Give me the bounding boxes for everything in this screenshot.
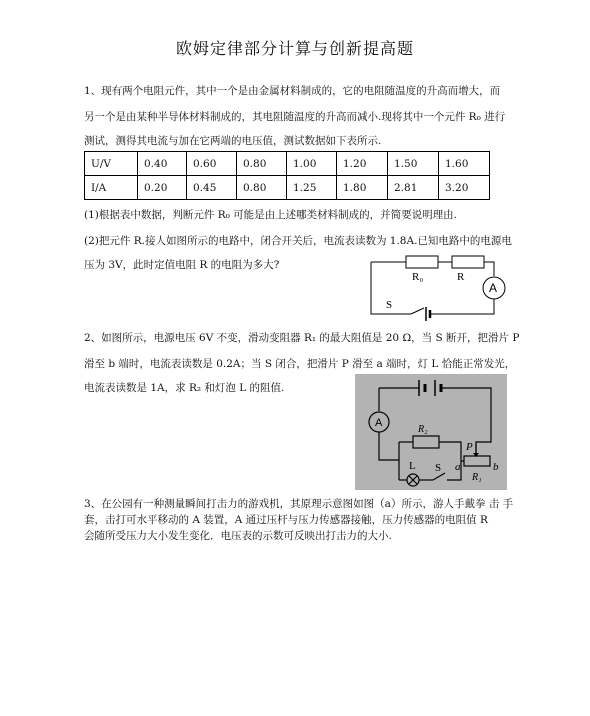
table-cell: 1.20 [337, 152, 388, 176]
page-title: 欧姆定律部分计算与创新提高题 [175, 39, 414, 58]
ammeter-label: A [489, 281, 498, 295]
q2-line-3: 电流表读数是 1A，求 R₂ 和灯泡 L 的阻值. [84, 382, 285, 394]
resistor-r0 [406, 256, 438, 268]
table-cell: 1.25 [287, 176, 337, 200]
q1-sub-2-line-2: 压为 3V，此时定值电阻 R 的电阻为多大? [84, 259, 280, 271]
table-cell: 2.81 [388, 176, 439, 200]
table-cell: 0.60 [187, 152, 237, 176]
r2-label: R₂ [418, 424, 428, 435]
q3-line-3: 会随所受压力大小发生变化．电压表的示数可反映出打击力的大小. [84, 530, 392, 542]
table-row [85, 152, 490, 176]
r-label: R [457, 271, 465, 283]
resistor-r [452, 256, 484, 268]
p-label: P [466, 441, 473, 453]
table-cell: 1.80 [337, 176, 388, 200]
table-cell: 0.45 [187, 176, 237, 200]
table-cell: 0.80 [237, 176, 287, 200]
table-cell: U/V [85, 152, 138, 176]
switch-icon [411, 308, 424, 314]
table-cell: 3.20 [439, 176, 490, 200]
table-cell: 1.00 [287, 152, 337, 176]
lamp-label: L [409, 460, 416, 472]
q1-sub-2-line-1: (2)把元件 R.接人如图所示的电路中，闭合开关后，电流表读数为 1.8A.已知电路中的电源电 [84, 235, 512, 247]
measurement-table [84, 151, 490, 200]
q2-line-1: 2、如图所示，电源电压 6V 不变，滑动变阻器 R₁ 的最大阻值是 20 Ω，当 S 断开，把滑片 P [84, 332, 520, 344]
circuit-diagram-1 [364, 248, 514, 326]
ammeter-label: A [375, 417, 383, 429]
switch-icon [433, 473, 445, 480]
table-cell: I/A [85, 176, 138, 200]
q1-sub-1: (1)根据表中数据，判断元件 R₀ 可能是由上述哪类材料制成的，并简要说明理由. [84, 209, 457, 221]
resistor-r2 [413, 436, 439, 448]
r1-label: R₁ [472, 472, 482, 483]
q1-line-1: 1、现有两个电阻元件，其中一个是由金属材料制成的，它的电阻随温度的升高而增大，而 [84, 85, 501, 97]
a-end-label: a [455, 461, 461, 473]
r0-label: R₀ [412, 271, 424, 283]
table-cell: 0.20 [138, 176, 187, 200]
q3-line-1: 3、在公园有一种测量瞬间打击力的游戏机，其原理示意图如图（a）所示，游人手戴拳 击 手 [84, 498, 514, 510]
table-cell: 0.80 [237, 152, 287, 176]
switch-label: S [386, 299, 393, 311]
q3-line-2: 套，击打可水平移动的 A 装置，A 通过压杆与压力传感器接触，压力传感器的电阻值 R [84, 514, 488, 526]
table-cell: 1.60 [439, 152, 490, 176]
q1-line-2: 另一个是由某种半导体材料制成的，其电阻随温度的升高而减小.现将其中一个元件 R₀ 进行 [84, 111, 506, 123]
table-cell: 0.40 [138, 152, 187, 176]
q2-line-2: 滑至 b 端时，电流表读数是 0.2A；当 S 闭合，把滑片 P 滑至 a 端时，灯 L 恰能正常发光， [84, 358, 516, 370]
circuit-diagram-2 [355, 374, 507, 490]
table-cell: 1.50 [388, 152, 439, 176]
rheostat-r1 [464, 456, 490, 466]
q1-line-3: 测试，测得其电流与加在它两端的电压值，测试数据如下表所示. [84, 135, 382, 147]
b-end-label: b [493, 461, 499, 473]
table-row [85, 176, 490, 200]
switch-label: S [435, 462, 442, 474]
